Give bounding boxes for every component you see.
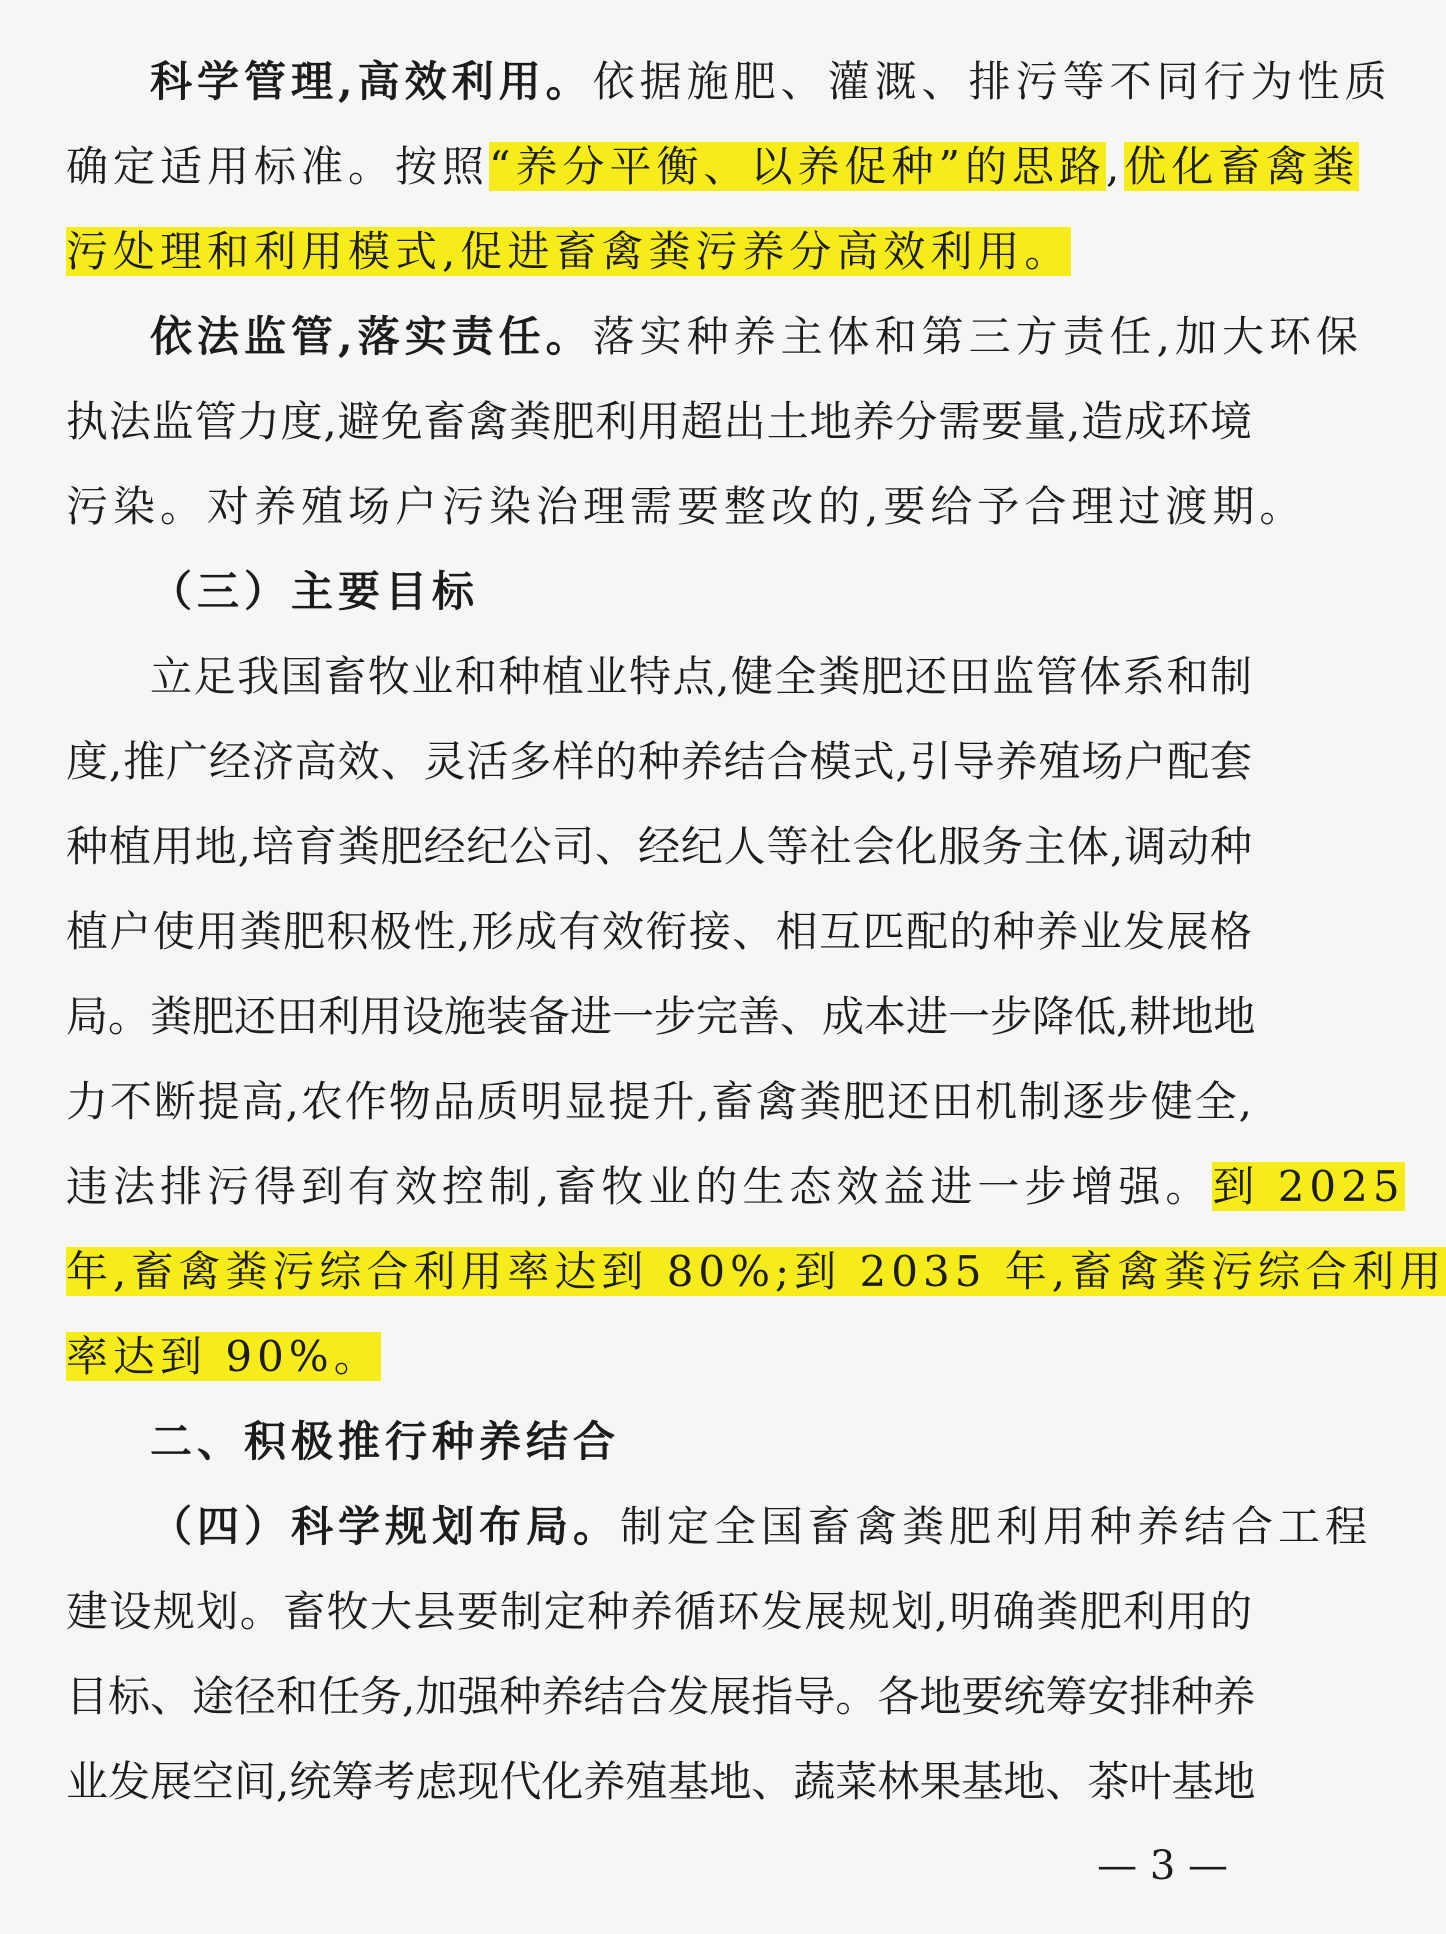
page-number: — 3 — — [1097, 1843, 1228, 1889]
para3-line-4: 植户使用粪肥积极性,形成有效衔接、相互匹配的种养业发展格 — [66, 907, 1252, 956]
para4-line-2: 建设规划。畜牧大县要制定种养循环发展规划,明确粪肥利用的 — [66, 1587, 1252, 1636]
highlight-span: 到 2025 — [1212, 1162, 1405, 1211]
highlight-span: 年,畜禽粪污综合利用率达到 80%;到 2035 年,畜禽粪污综合利用 — [66, 1247, 1446, 1296]
para3-line-8 — [66, 1242, 1446, 1302]
para2-line-3: 污染。对养殖场户污染治理需要整改的,要给予合理过渡期。 — [66, 482, 1307, 531]
highlight-span: “养分平衡、以养促种”的思路 — [489, 142, 1106, 191]
highlight-span: 污处理和利用模式,促进畜禽粪污养分高效利用。 — [66, 227, 1072, 276]
para4-line-3: 目标、途径和任务,加强种养结合发展指导。各地要统筹安排种养 — [66, 1672, 1256, 1721]
para2-line-2: 执法监管力度,避免畜禽粪肥利用超出土地养分需要量,造成环境 — [66, 397, 1252, 446]
para3-line-2: 度,推广经济高效、灵活多样的种养结合模式,引导养殖场户配套 — [66, 737, 1252, 786]
para1-line-2 — [66, 137, 1360, 197]
para1-text: 确定适用标准。按照 — [66, 142, 490, 191]
para3-line-3: 种植用地,培育粪肥经纪公司、经纪人等社会化服务主体,调动种 — [66, 822, 1252, 871]
para1-line-3 — [66, 222, 1071, 282]
highlight-span: 率达到 90%。 — [66, 1332, 381, 1381]
para1-bold-lead: 科学管理,高效利用。 — [150, 57, 593, 106]
para3-line-7 — [66, 1157, 1405, 1217]
para1-line-1 — [150, 52, 1392, 112]
para2-line-1 — [150, 307, 1363, 367]
para4-text: 制定全国畜禽粪肥利用种养结合工程 — [620, 1502, 1373, 1551]
para4-line-4: 业发展空间,统筹考虑现代化养殖基地、蔬菜林果基地、茶叶基地 — [66, 1757, 1256, 1806]
para3-line-6: 力不断提高,农作物品质明显提升,畜禽粪肥还田机制逐步健全, — [66, 1077, 1252, 1126]
para3-line-1: 立足我国畜牧业和种植业特点,健全粪肥还田监管体系和制 — [150, 652, 1252, 701]
para4-bold-lead: （四）科学规划布局。 — [150, 1502, 621, 1551]
para3-line-9 — [66, 1327, 381, 1387]
para2-text: 落实种养主体和第三方责任,加大环保 — [592, 312, 1363, 361]
subheading-main-goals: （三）主要目标 — [150, 567, 480, 616]
para1-text: , — [1105, 142, 1125, 191]
para1-text: 依据施肥、灌溉、排污等不同行为性质 — [592, 57, 1392, 106]
para3-line-5: 局。粪肥还田利用设施装备进一步完善、成本进一步降低,耕地地 — [66, 992, 1256, 1041]
para4-line-1 — [150, 1497, 1373, 1557]
para3-text: 违法排污得到有效控制,畜牧业的生态效益进一步增强。 — [66, 1162, 1213, 1211]
highlight-span: 优化畜禽粪 — [1124, 142, 1360, 191]
section-heading-2: 二、积极推行种养结合 — [150, 1417, 621, 1466]
para2-bold-lead: 依法监管,落实责任。 — [150, 312, 593, 361]
